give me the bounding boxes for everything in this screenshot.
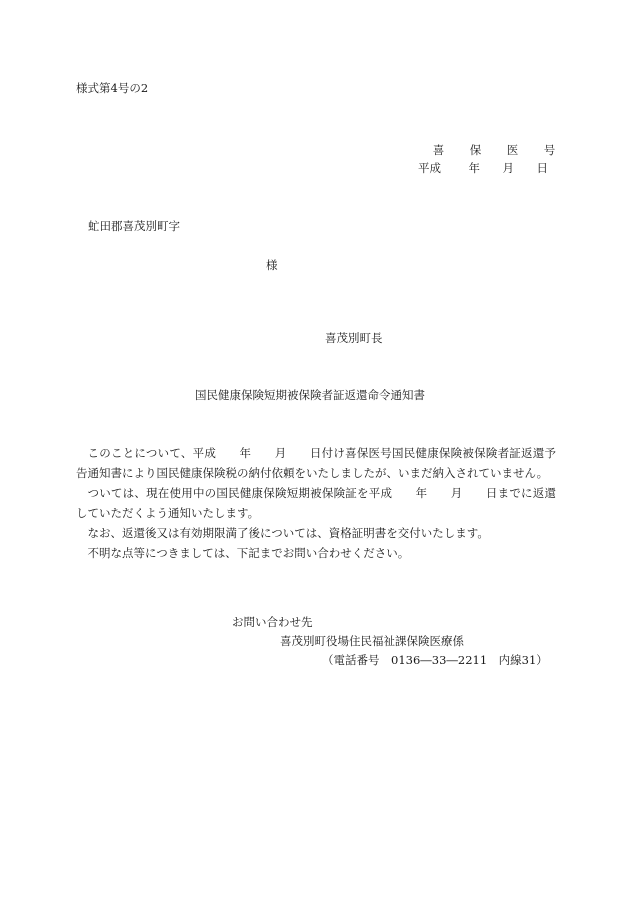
contact-department: 喜茂別町役場住民福祉課保険医療係 bbox=[280, 634, 464, 648]
issue-date bbox=[418, 160, 548, 176]
issue-number bbox=[420, 142, 568, 158]
issue-number-char: 喜 bbox=[432, 143, 445, 157]
contact-label: お問い合わせ先 bbox=[232, 615, 313, 629]
form-number: 様式第4号の2 bbox=[76, 81, 149, 95]
body-paragraph: ついては、現在使用中の国民健康保険短期被保険証を平成 年 月 日までに返還していただくよう通知いたします。 bbox=[76, 486, 556, 520]
issue-number-char: 医 bbox=[506, 143, 519, 157]
document-title: 国民健康保険短期被保険者証返還命令通知書 bbox=[195, 388, 425, 402]
body-paragraph: 不明な点等につきましては、下記までお問い合わせください。 bbox=[87, 546, 410, 560]
addressee-address: 虻田郡喜茂別町字 bbox=[88, 219, 180, 233]
issue-date-era: 平成 bbox=[418, 161, 441, 175]
issue-date-day: 日 bbox=[536, 161, 548, 175]
issue-date-year: 年 bbox=[468, 161, 480, 175]
issue-number-char: 保 bbox=[469, 143, 482, 157]
sender: 喜茂別町長 bbox=[325, 331, 383, 345]
issue-date-month: 月 bbox=[502, 161, 514, 175]
addressee-honorific: 様 bbox=[266, 258, 278, 272]
body-paragraph: なお、返還後又は有効期限満了後については、資格証明書を交付いたします。 bbox=[87, 526, 489, 540]
body-text bbox=[76, 443, 556, 563]
issue-number-char: 号 bbox=[543, 143, 556, 157]
contact-phone: （電話番号 0136―33―2211 内線31） bbox=[322, 653, 548, 667]
body-paragraph: このことについて、平成 年 月 日付け喜保医号国民健康保険被保険者証返還予告通知書により国民健康保険税の納付依頼をいたしましたが、いまだ納入されていません。 bbox=[76, 446, 556, 480]
